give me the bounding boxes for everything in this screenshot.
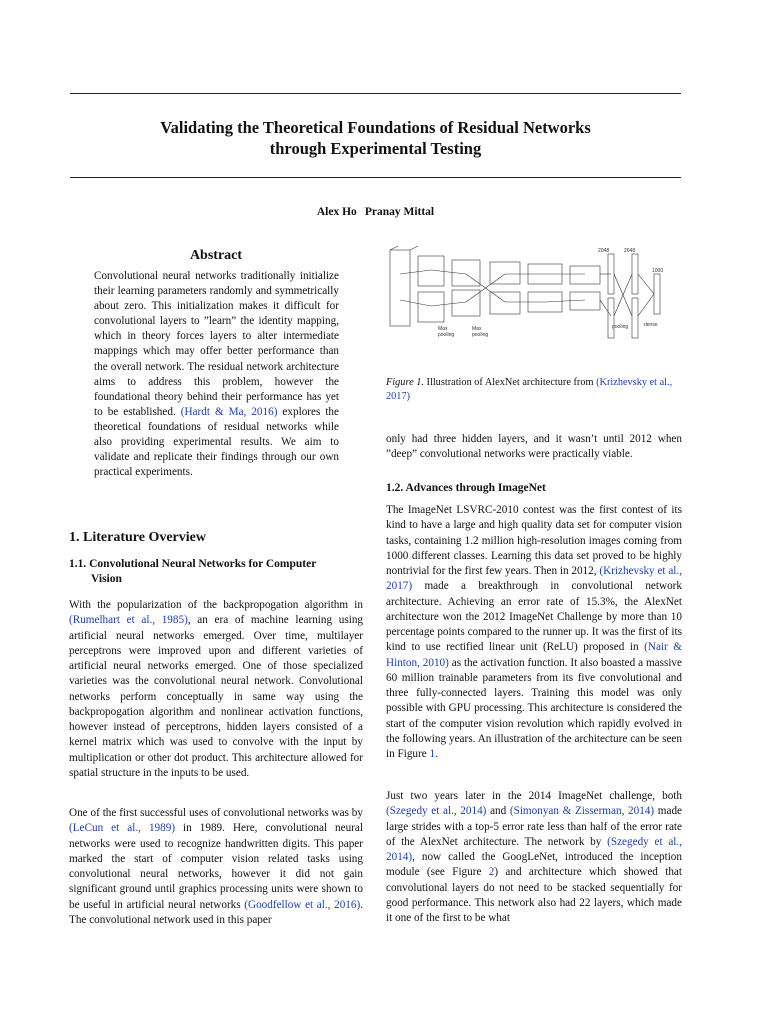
paragraph-text: , now called the GoogLeNet, introduced the inception module (see Figure [386,851,682,879]
dense-layer-box [632,298,638,338]
paragraph-text: ) and architecture which showed that convolutional layers do not need to be stacked sequentially for good performance. This network also had 22 layers, which made it one of the first to be what [386,866,683,924]
abstract-heading: Abstract [189,248,243,263]
title-bottom-rule [70,177,681,178]
author-list [70,206,681,218]
conv-layer-box [418,292,444,322]
paragraph [386,789,682,926]
paragraph-text: in 1989. Here, convolutional neural networks were used to recognize handwritten digits. This paper marked the start of computer vision related tasks using convolutional neural networks, however it did not gain significant ground until graphics processing units were shown to be useful in artificial neural networks [69,822,363,911]
paragraph [386,503,682,762]
diagram-label: 2048 [598,248,610,254]
connection-line [431,302,466,306]
paragraph-text: , an era of machine learning using artificial neural networks emerged. Over time, multilayer perceptrons were improved upon and different varieties of artificial neural networks emerged. One of those specialized varieties was the convolutional neural network. Convolutional networks perform conceptually in same way using the backpropogation algorithm and nonlinear activation functions, however instead of perceptrons, hidden layers consisted of a kernel matrix which was used to convolve with the input by multiplication or other dot product. This architecture allowed for spatial structure in the inputs to be used. [69,614,364,779]
connection-line [431,270,466,274]
diagram-label: pooling [438,332,455,338]
subsection-heading [69,557,363,587]
input-layer-box [390,250,410,326]
citation-link[interactable]: (LeCun et al., 1989) [69,822,176,835]
paragraph-text: as the activation function. It also boasted a massive 60 million trainable parameters from its five convolutional and three fully-connected layers. Training this model was only possible with GPU processing. This architecture is considered the start of the computer vision revolution which rapidly evolved in the following years. An illustration of the architecture can be seen in Figure [386,656,682,760]
subsection-heading-line: 1.1. Convolutional Neural Networks for Computer [69,558,317,570]
subsection-heading-line: Vision [91,573,122,585]
paragraph [69,598,363,781]
figure-label: Figure 1. [386,377,424,388]
diagram-label: pooling [612,324,629,330]
connection-line [545,300,585,302]
paragraph-text: made a breakthrough in convolutional network architecture. Achieving an error rate of 15.3%, the AlexNet architecture won the 2012 ImageNet Challenge by more than 10 percentage points compared to the runner up. It was the first of its kind to use rectified linear unit (ReLU) proposed in [386,580,682,654]
author-name: Alex Ho [316,206,357,218]
citation-link[interactable]: (Krizhevsky et al., 2017) [386,565,683,593]
abstract-text: Convolutional neural networks traditionally initialize their learning parameters randomly and symmetrically about zero. This initialization makes it difficult for convolutional layers to ”learn” the identity mapping, which in theory forces layers to alter intermediate mappings which may offer better performance than the overall network. The residual network architecture aims to address this problem, however the foundational theory behind their performance has yet to be established. [94,270,339,418]
connection-line [638,294,654,316]
paragraph-text: . [435,748,438,760]
top-rule [70,93,681,94]
author-name: Pranay Mittal [364,206,435,218]
citation-link[interactable]: (Goodfellow et al., 2016) [244,898,361,911]
citation-link[interactable]: (Szegedy et al., 2014) [386,835,682,863]
diagram-label: 2048 [624,248,636,254]
paragraph-text: and [486,805,510,818]
connection-line [400,300,431,306]
diagram-label: Max [438,326,448,332]
layer-edge [410,246,418,250]
conv-layer-box [570,266,600,284]
conv-layer-box [490,292,520,314]
section-heading: 1. Literature Overview [69,530,206,545]
paragraph-text: One of the first successful uses of convolutional networks was by [69,807,363,819]
conv-layer-box [490,262,520,284]
citation-link[interactable]: (Simonyan & Zisserman, 2014) [509,805,655,818]
paragraph-text: With the popularization of the backpropogation algorithm in [69,599,363,611]
output-layer-box [654,274,660,314]
title-line-1: Validating the Theoretical Foundations of Residual Networks [160,118,591,137]
paragraph-text: . The convolutional network used in this paper [69,898,363,926]
paragraph-text: only had three hidden layers, and it wasn’t until 2012 when ”deep” convolutional networks were practically viable. [386,433,682,461]
title-line-2: through Experimental Testing [269,139,482,158]
citation-link[interactable]: (Hardt & Ma, 2016) [180,405,278,418]
diagram-label: Max [472,326,482,332]
diagram-label: dense [644,322,658,328]
paragraph [69,806,363,928]
connection-line [400,270,431,274]
paragraph-text: made large strides with a top-5 error rate less than half of the error rate of the AlexNet architecture. The network by [386,805,682,848]
dense-layer-box [632,254,638,294]
abstract-body [94,269,339,480]
conv-layer-box [570,292,600,310]
citation-link[interactable]: (Nair & Hinton, 2010) [386,641,682,669]
figure-reference-link[interactable]: 1 [429,748,436,760]
diagram-label: pooling [472,332,489,338]
paragraph [386,432,682,463]
abstract-text: explores the theoretical foundations of residual networks while also providing experimental results. We aim to validate and replicate their findings through our own practical experiments. [94,405,339,479]
subsection-heading: 1.2. Advances through ImageNet [386,482,546,494]
paragraph-text: The ImageNet LSVRC-2010 contest was the first contest of its kind to have a large and high quality data set for computer vision tasks, containing 1.2 million high-resolution images coming from 1000 different classes. Learning this data set proved to be highly nontrivial for the first few years. Then in 2012, [386,504,682,577]
figure-reference-link[interactable]: 2 [488,866,495,879]
alexnet-diagram [386,244,666,346]
paper-title [70,117,681,159]
citation-link[interactable]: (Rumelhart et al., 1985) [69,614,188,627]
layer-edge [390,246,398,250]
citation-link[interactable]: (Krizhevsky et al., 2017) [386,377,673,402]
dense-layer-box [608,298,614,338]
caption-text: Illustration of AlexNet architecture from [423,377,597,388]
citation-link[interactable]: (Szegedy et al., 2014) [386,805,487,818]
connection-line [600,300,611,316]
paragraph-text: Just two years later in the 2014 ImageNet challenge, both [386,790,682,802]
connection-line [638,274,654,294]
figure-caption [386,376,682,404]
diagram-label: 1000 [652,268,664,274]
